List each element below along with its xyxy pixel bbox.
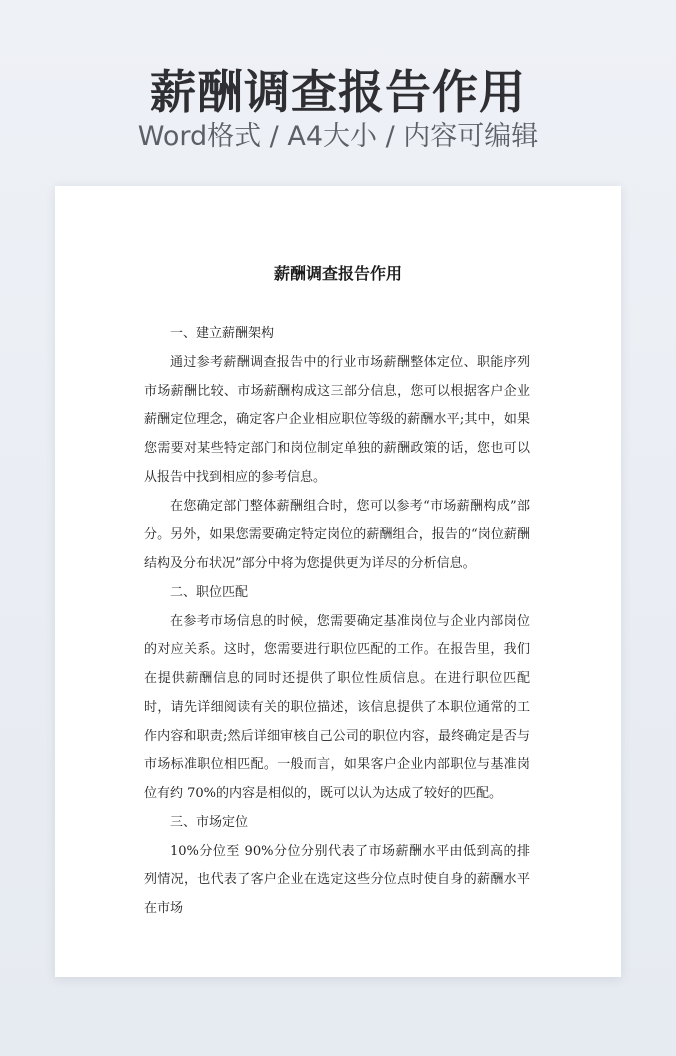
paragraph: 通过参考薪酬调查报告中的行业市场薪酬整体定位、职能序列市场薪酬比较、市场薪酬构成这三部分信息，您可以根据客户企业薪酬定位理念，确定客户企业相应职位等级的薪酬水平;其中，如果您需要对某些特定部门和岗位制定单独的薪酬政策的话，您也可以从报告中找到相应的参考信息。 [144, 354, 530, 485]
document-body [144, 320, 530, 924]
paragraph: 在您确定部门整体薪酬组合时，您可以参考“市场薪酬构成”部分。另外，如果您需要确定特定岗位的薪酬组合，报告的“岗位薪酬结构及分布状况”部分中将为您提供更为详尽的分析信息。 [144, 498, 530, 571]
banner [0, 0, 676, 186]
section-heading-market-position: 三、市场定位 [170, 814, 249, 830]
paragraph: 在参考市场信息的时候，您需要确定基准岗位与企业内部岗位的对应关系。这时，您需要进行职位匹配的工作。在报告里，我们在提供薪酬信息的同时还提供了职位性质信息。在进行职位匹配时，请先详细阅读有关的职位描述，该信息提供了本职位通常的工作内容和职责;然后详细审核自己公司的职位内容，最终确定是否与市场标准职位相匹配。一般而言，如果客户企业内部职位与基准岗位有约 70%的内容是相似的，既可以认为达成了较好的匹配。 [144, 613, 530, 801]
banner-title: 薪酬调查报告作用 [150, 65, 526, 119]
document-title: 薪酬调查报告作用 [273, 264, 402, 283]
section-heading-job-matching: 二、职位匹配 [170, 584, 249, 600]
paragraph: 10%分位至 90%分位分别代表了市场薪酬水平由低到高的排列情况，也代表了客户企业在选定这些分位点时使自身的薪酬水平在市场 [144, 843, 530, 916]
section-heading-salary-structure: 一、建立薪酬架构 [170, 326, 275, 341]
banner-subtitle: Word格式 / A4大小 / 内容可编辑 [137, 121, 539, 152]
document-page [55, 186, 621, 977]
